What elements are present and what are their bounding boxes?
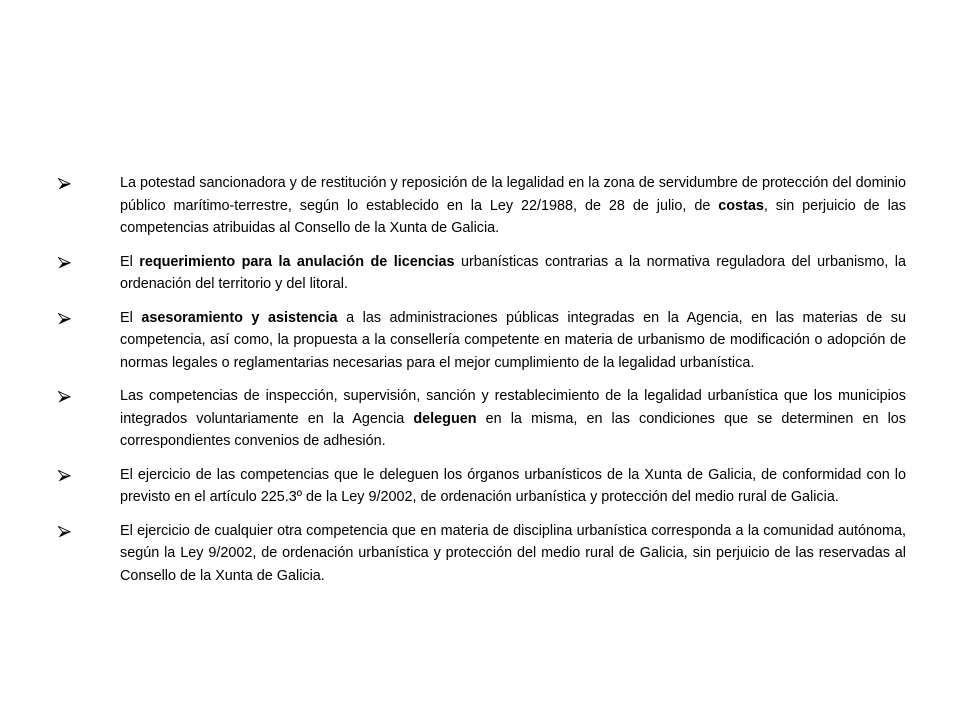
bullet-item	[58, 520, 906, 588]
bullet-text-segment: El ejercicio de las competencias que le deleguen los órganos urbanísticos de la Xunta de Galicia, de conformidad con lo previsto en el artículo 225.3º de la Ley 9/2002, de ordenación urbanística y protección del medio rural de Galicia.	[120, 466, 906, 505]
bullet-text-segment: El	[120, 309, 142, 326]
bullet-text-segment: Las competencias de inspección, supervisión, sanción y restablecimiento de la legalidad urbanística que los municipios integrados voluntariamente en la Agencia	[120, 388, 906, 427]
bullet-item	[58, 251, 906, 296]
bullet-item	[58, 385, 906, 453]
bullet-text	[120, 251, 906, 296]
bullet-list	[58, 172, 906, 598]
bullet-text-bold: costas	[718, 197, 764, 214]
bullet-text-segment: , sin perjuicio de las competencias atribuidas al Consello de la Xunta de Galicia.	[120, 197, 906, 236]
bullet-text-segment: El	[120, 253, 140, 270]
arrowhead-bullet-icon	[58, 172, 120, 194]
bullet-text-segment: en la misma, en las condiciones que se determinen en los correspondientes convenios de adhesión.	[120, 410, 906, 449]
arrowhead-bullet-icon	[58, 385, 120, 407]
bullet-text-bold: asesoramiento y asistencia	[141, 309, 338, 326]
arrowhead-bullet-icon	[58, 520, 120, 542]
arrowhead-bullet-icon	[58, 464, 120, 486]
bullet-text-bold: requerimiento para la anulación de licencias	[139, 253, 455, 270]
bullet-item	[58, 307, 906, 375]
bullet-text	[120, 172, 906, 240]
bullet-text	[120, 520, 906, 588]
bullet-text-segment: a las administraciones públicas integradas en la Agencia, en las materias de su competencia, así como, la propuesta a la consellería competente en materia de urbanismo de modificación o adopción de normas legales o reglamentarias necesarias para el mejor cumplimiento de la legalidad urbanística.	[120, 309, 906, 371]
arrowhead-bullet-icon	[58, 307, 120, 329]
bullet-text-segment: urbanísticas contrarias a la normativa reguladora del urbanismo, la ordenación del territorio y del litoral.	[120, 253, 906, 292]
arrowhead-bullet-icon	[58, 251, 120, 273]
bullet-item	[58, 464, 906, 509]
bullet-text-segment: El ejercicio de cualquier otra competencia que en materia de disciplina urbanística corresponda a la comunidad autónoma, según la Ley 9/2002, de ordenación urbanística y protección del medio rural de Galicia, sin perjuicio de las reservadas al Consello de la Xunta de Galicia.	[120, 522, 906, 584]
bullet-item	[58, 172, 906, 240]
bullet-text-bold: deleguen	[413, 410, 477, 427]
bullet-text	[120, 307, 906, 375]
bullet-text-segment: La potestad sancionadora y de restitución y reposición de la legalidad en la zona de servidumbre de protección del dominio público marítimo-terrestre, según lo establecido en la Ley 22/1988, de 28 de julio, de	[120, 175, 906, 214]
bullet-text	[120, 464, 906, 509]
bullet-text	[120, 385, 906, 453]
